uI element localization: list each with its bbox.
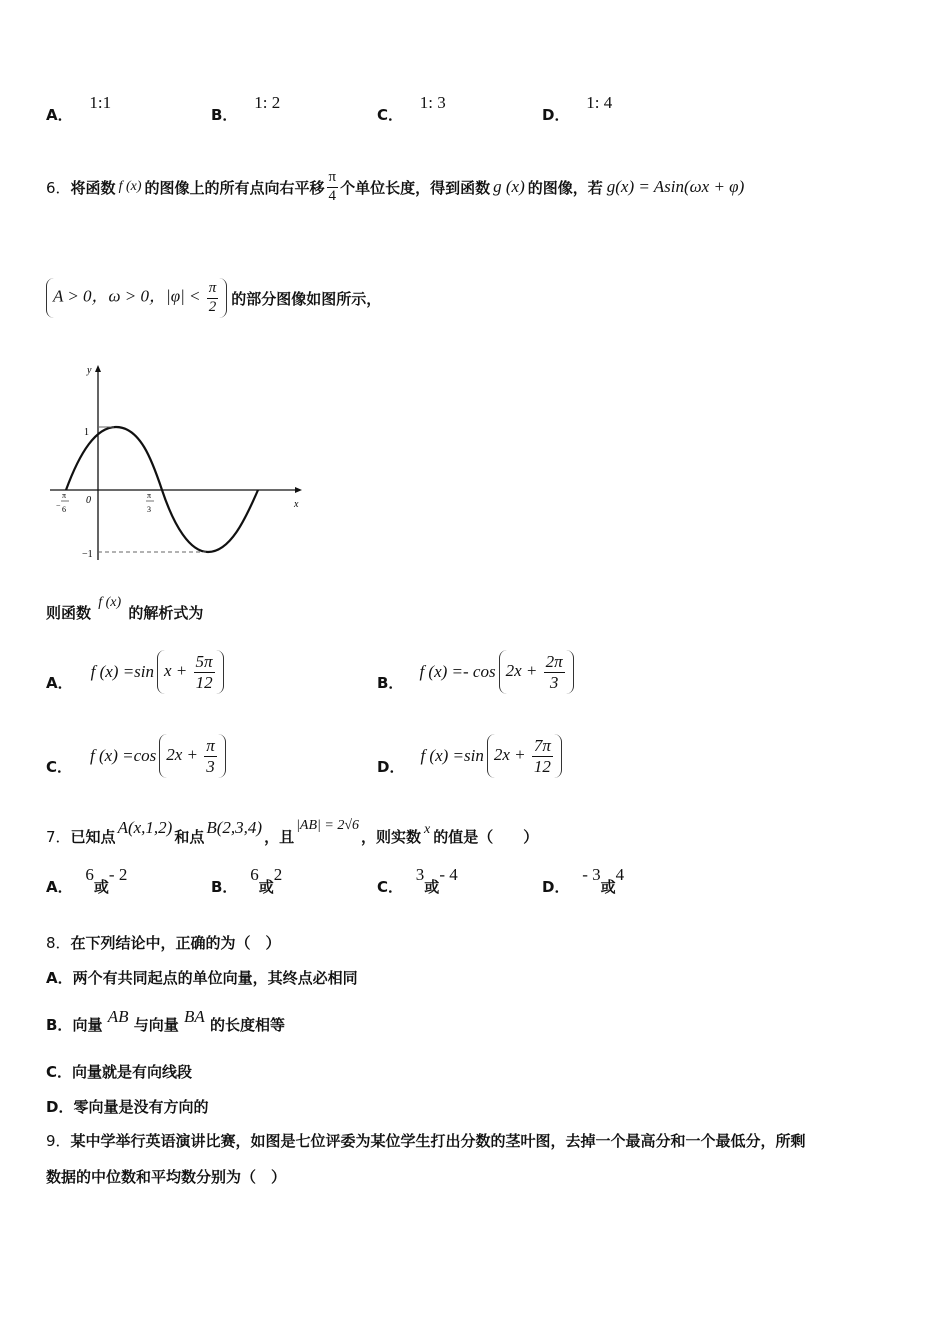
option-label: C． bbox=[46, 757, 73, 776]
q6-ask-fx: f (x) bbox=[98, 595, 122, 610]
q6-option-b bbox=[377, 648, 574, 696]
q7-text2: 和点 bbox=[174, 827, 205, 846]
q5-option-a bbox=[46, 93, 112, 125]
q9-number: 9． bbox=[46, 1132, 71, 1150]
sine-graph bbox=[40, 360, 310, 570]
y-axis-label: y bbox=[87, 365, 92, 376]
q7-point-b: B(2,3,4) bbox=[206, 818, 263, 837]
q7-option-a bbox=[46, 865, 128, 897]
fraction-denominator: 3 bbox=[549, 672, 559, 692]
fraction-numerator: 2π bbox=[545, 651, 563, 671]
fraction-denominator: 2 bbox=[208, 298, 217, 315]
q8-option-c bbox=[46, 1061, 192, 1082]
right-tick-num: π bbox=[147, 491, 152, 500]
option-lhs: f (x) =cos bbox=[90, 746, 157, 765]
origin-label: 0 bbox=[86, 495, 91, 506]
option-label: B． bbox=[211, 106, 238, 124]
option-or: 或 bbox=[93, 878, 109, 896]
option-label: D． bbox=[542, 878, 570, 896]
option-text-3: 的长度相等 bbox=[209, 1016, 285, 1034]
q8-option-a bbox=[46, 967, 358, 988]
q6-text1: 将函数 bbox=[70, 178, 116, 197]
y-axis-arrow bbox=[95, 365, 101, 372]
q7-option-c bbox=[377, 865, 458, 897]
option-value-1: 6 bbox=[85, 865, 94, 884]
q6-stem-line2 bbox=[46, 272, 381, 324]
q7-option-d bbox=[542, 865, 625, 897]
fraction-denominator: 12 bbox=[195, 672, 213, 692]
option-or: 或 bbox=[258, 878, 274, 896]
option-lhs: f (x) =sin bbox=[90, 662, 155, 681]
q6-cond-text: A > 0，ω > 0，|φ| < bbox=[53, 286, 205, 306]
q7-text3: ，且 bbox=[264, 827, 295, 846]
vector-ba: BA bbox=[183, 1007, 205, 1026]
option-text-2: 与向量 bbox=[133, 1016, 179, 1034]
q6-ask1: 则函数 bbox=[46, 604, 92, 622]
option-value: 1: 2 bbox=[254, 93, 281, 112]
q5-option-c bbox=[377, 93, 446, 125]
q6-fx: f (x) bbox=[118, 179, 142, 194]
option-value-1: 6 bbox=[250, 865, 259, 884]
option-value: 1: 3 bbox=[419, 93, 446, 112]
y-tick-neg-one: −1 bbox=[82, 549, 93, 560]
q6-text4: 的图像，若 bbox=[527, 178, 603, 197]
q6-number: 6． bbox=[46, 178, 71, 197]
q5-option-b bbox=[211, 93, 281, 125]
fraction-denominator: 3 bbox=[206, 756, 215, 776]
option-argument bbox=[499, 650, 574, 694]
option-text-1: 向量 bbox=[72, 1016, 103, 1034]
fraction-numerator: π bbox=[206, 735, 215, 755]
q7-option-b bbox=[211, 865, 283, 897]
option-value-2: 2 bbox=[273, 865, 283, 884]
q9-line2: 数据的中位数和平均数分别为（ ） bbox=[46, 1168, 287, 1186]
q9-line1: 某中学举行英语演讲比赛，如图是七位评委为某位学生打出分数的茎叶图，去掉一个最高分和一个最低分，所剩 bbox=[70, 1132, 806, 1150]
q6-option-a bbox=[46, 648, 224, 696]
option-lhs: f (x) =sin bbox=[420, 746, 484, 765]
option-label: C． bbox=[377, 878, 404, 896]
q6-option-c bbox=[46, 732, 226, 780]
q9-stem-line1 bbox=[46, 1130, 806, 1151]
option-label: B． bbox=[377, 673, 404, 692]
x-axis-label: x bbox=[294, 499, 299, 510]
option-fraction bbox=[204, 736, 217, 776]
option-label: C． bbox=[377, 106, 404, 124]
q8-option-d bbox=[46, 1096, 208, 1117]
q8-number: 8． bbox=[46, 934, 71, 952]
option-fraction bbox=[194, 652, 215, 692]
option-text: 零向量是没有方向的 bbox=[73, 1098, 209, 1116]
option-value-2: 4 bbox=[615, 865, 625, 884]
q9-stem-line2 bbox=[46, 1166, 286, 1187]
option-inner: 2x + bbox=[493, 744, 530, 764]
option-label: B． bbox=[211, 878, 238, 896]
option-or: 或 bbox=[424, 878, 440, 896]
q7-point-a: A(x,1,2) bbox=[117, 818, 173, 837]
option-fraction bbox=[532, 736, 553, 776]
q5-option-d bbox=[542, 93, 613, 125]
fraction-numerator: 5π bbox=[195, 651, 213, 671]
option-label: A． bbox=[46, 106, 73, 124]
q6-text2: 的图像上的所有点向右平移 bbox=[144, 178, 325, 197]
fraction-numerator: 7π bbox=[533, 735, 551, 755]
q7-text4: ，则实数 bbox=[361, 827, 422, 846]
option-label: C． bbox=[46, 1063, 73, 1081]
q6-conditions bbox=[46, 278, 227, 318]
q8-stem-text: 在下列结论中，正确的为（ ） bbox=[70, 934, 281, 952]
option-text: 两个有共同起点的单位向量，其终点必相同 bbox=[72, 969, 358, 987]
option-value: 1:1 bbox=[89, 93, 112, 112]
q6-ask bbox=[46, 590, 204, 622]
vector-ab: AB bbox=[107, 1007, 129, 1026]
option-label: D． bbox=[377, 757, 405, 776]
option-label: A． bbox=[46, 969, 73, 987]
option-label: A． bbox=[46, 878, 73, 896]
option-inner: 2x + bbox=[505, 660, 542, 680]
fraction-numerator: π bbox=[207, 280, 219, 298]
option-lhs: f (x) =- cos bbox=[419, 662, 496, 681]
option-value-2: - 2 bbox=[108, 865, 128, 884]
option-label: B． bbox=[46, 1016, 73, 1034]
q6-text3: 个单位长度，得到函数 bbox=[340, 178, 491, 197]
option-argument bbox=[159, 734, 226, 778]
option-label: D． bbox=[46, 1098, 74, 1116]
option-fraction bbox=[544, 652, 565, 692]
q6-option-d bbox=[377, 732, 562, 780]
option-value-1: 3 bbox=[415, 865, 425, 884]
fraction-denominator: 12 bbox=[533, 756, 551, 776]
right-tick-den: 3 bbox=[147, 505, 151, 514]
q6-ask2: 的解析式为 bbox=[128, 604, 204, 622]
option-value: 1: 4 bbox=[586, 93, 613, 112]
option-inner: 2x + bbox=[166, 744, 203, 764]
q7-number: 7． bbox=[46, 827, 71, 846]
option-inner: x + bbox=[164, 660, 192, 680]
left-tick-sign: − bbox=[56, 501, 61, 510]
q6-text5: 的部分图像如图所示， bbox=[231, 289, 382, 308]
y-tick-one: 1 bbox=[84, 427, 89, 438]
q6-stem-line1 bbox=[46, 162, 744, 212]
q6-shift-fraction bbox=[327, 169, 339, 205]
option-text: 向量就是有向线段 bbox=[72, 1063, 193, 1081]
left-tick-num: π bbox=[62, 491, 67, 500]
fraction-denominator: 4 bbox=[328, 187, 337, 204]
q6-cond-fraction bbox=[207, 280, 219, 316]
q8-stem bbox=[46, 932, 281, 953]
option-label: A． bbox=[46, 673, 73, 692]
option-value-1: - 3 bbox=[582, 865, 601, 884]
left-tick-den: 6 bbox=[62, 505, 66, 514]
q6-g-formula: g(x) = Asin(ωx + φ) bbox=[606, 177, 745, 196]
fraction-numerator: π bbox=[327, 169, 339, 187]
q7-text5: 的值是（ ） bbox=[433, 827, 539, 846]
q7-stem bbox=[46, 816, 538, 856]
option-argument bbox=[487, 734, 562, 778]
option-label: D． bbox=[542, 106, 570, 124]
q7-ab-length: |AB| = 2√6 bbox=[296, 818, 360, 833]
x-axis-arrow bbox=[295, 487, 302, 493]
option-or: 或 bbox=[600, 878, 616, 896]
q8-option-b bbox=[46, 1007, 285, 1035]
option-value-2: - 4 bbox=[439, 865, 458, 884]
q7-var: x bbox=[424, 822, 431, 837]
q7-text1: 已知点 bbox=[70, 827, 116, 846]
option-argument bbox=[157, 650, 224, 694]
q6-gx: g (x) bbox=[493, 177, 525, 196]
